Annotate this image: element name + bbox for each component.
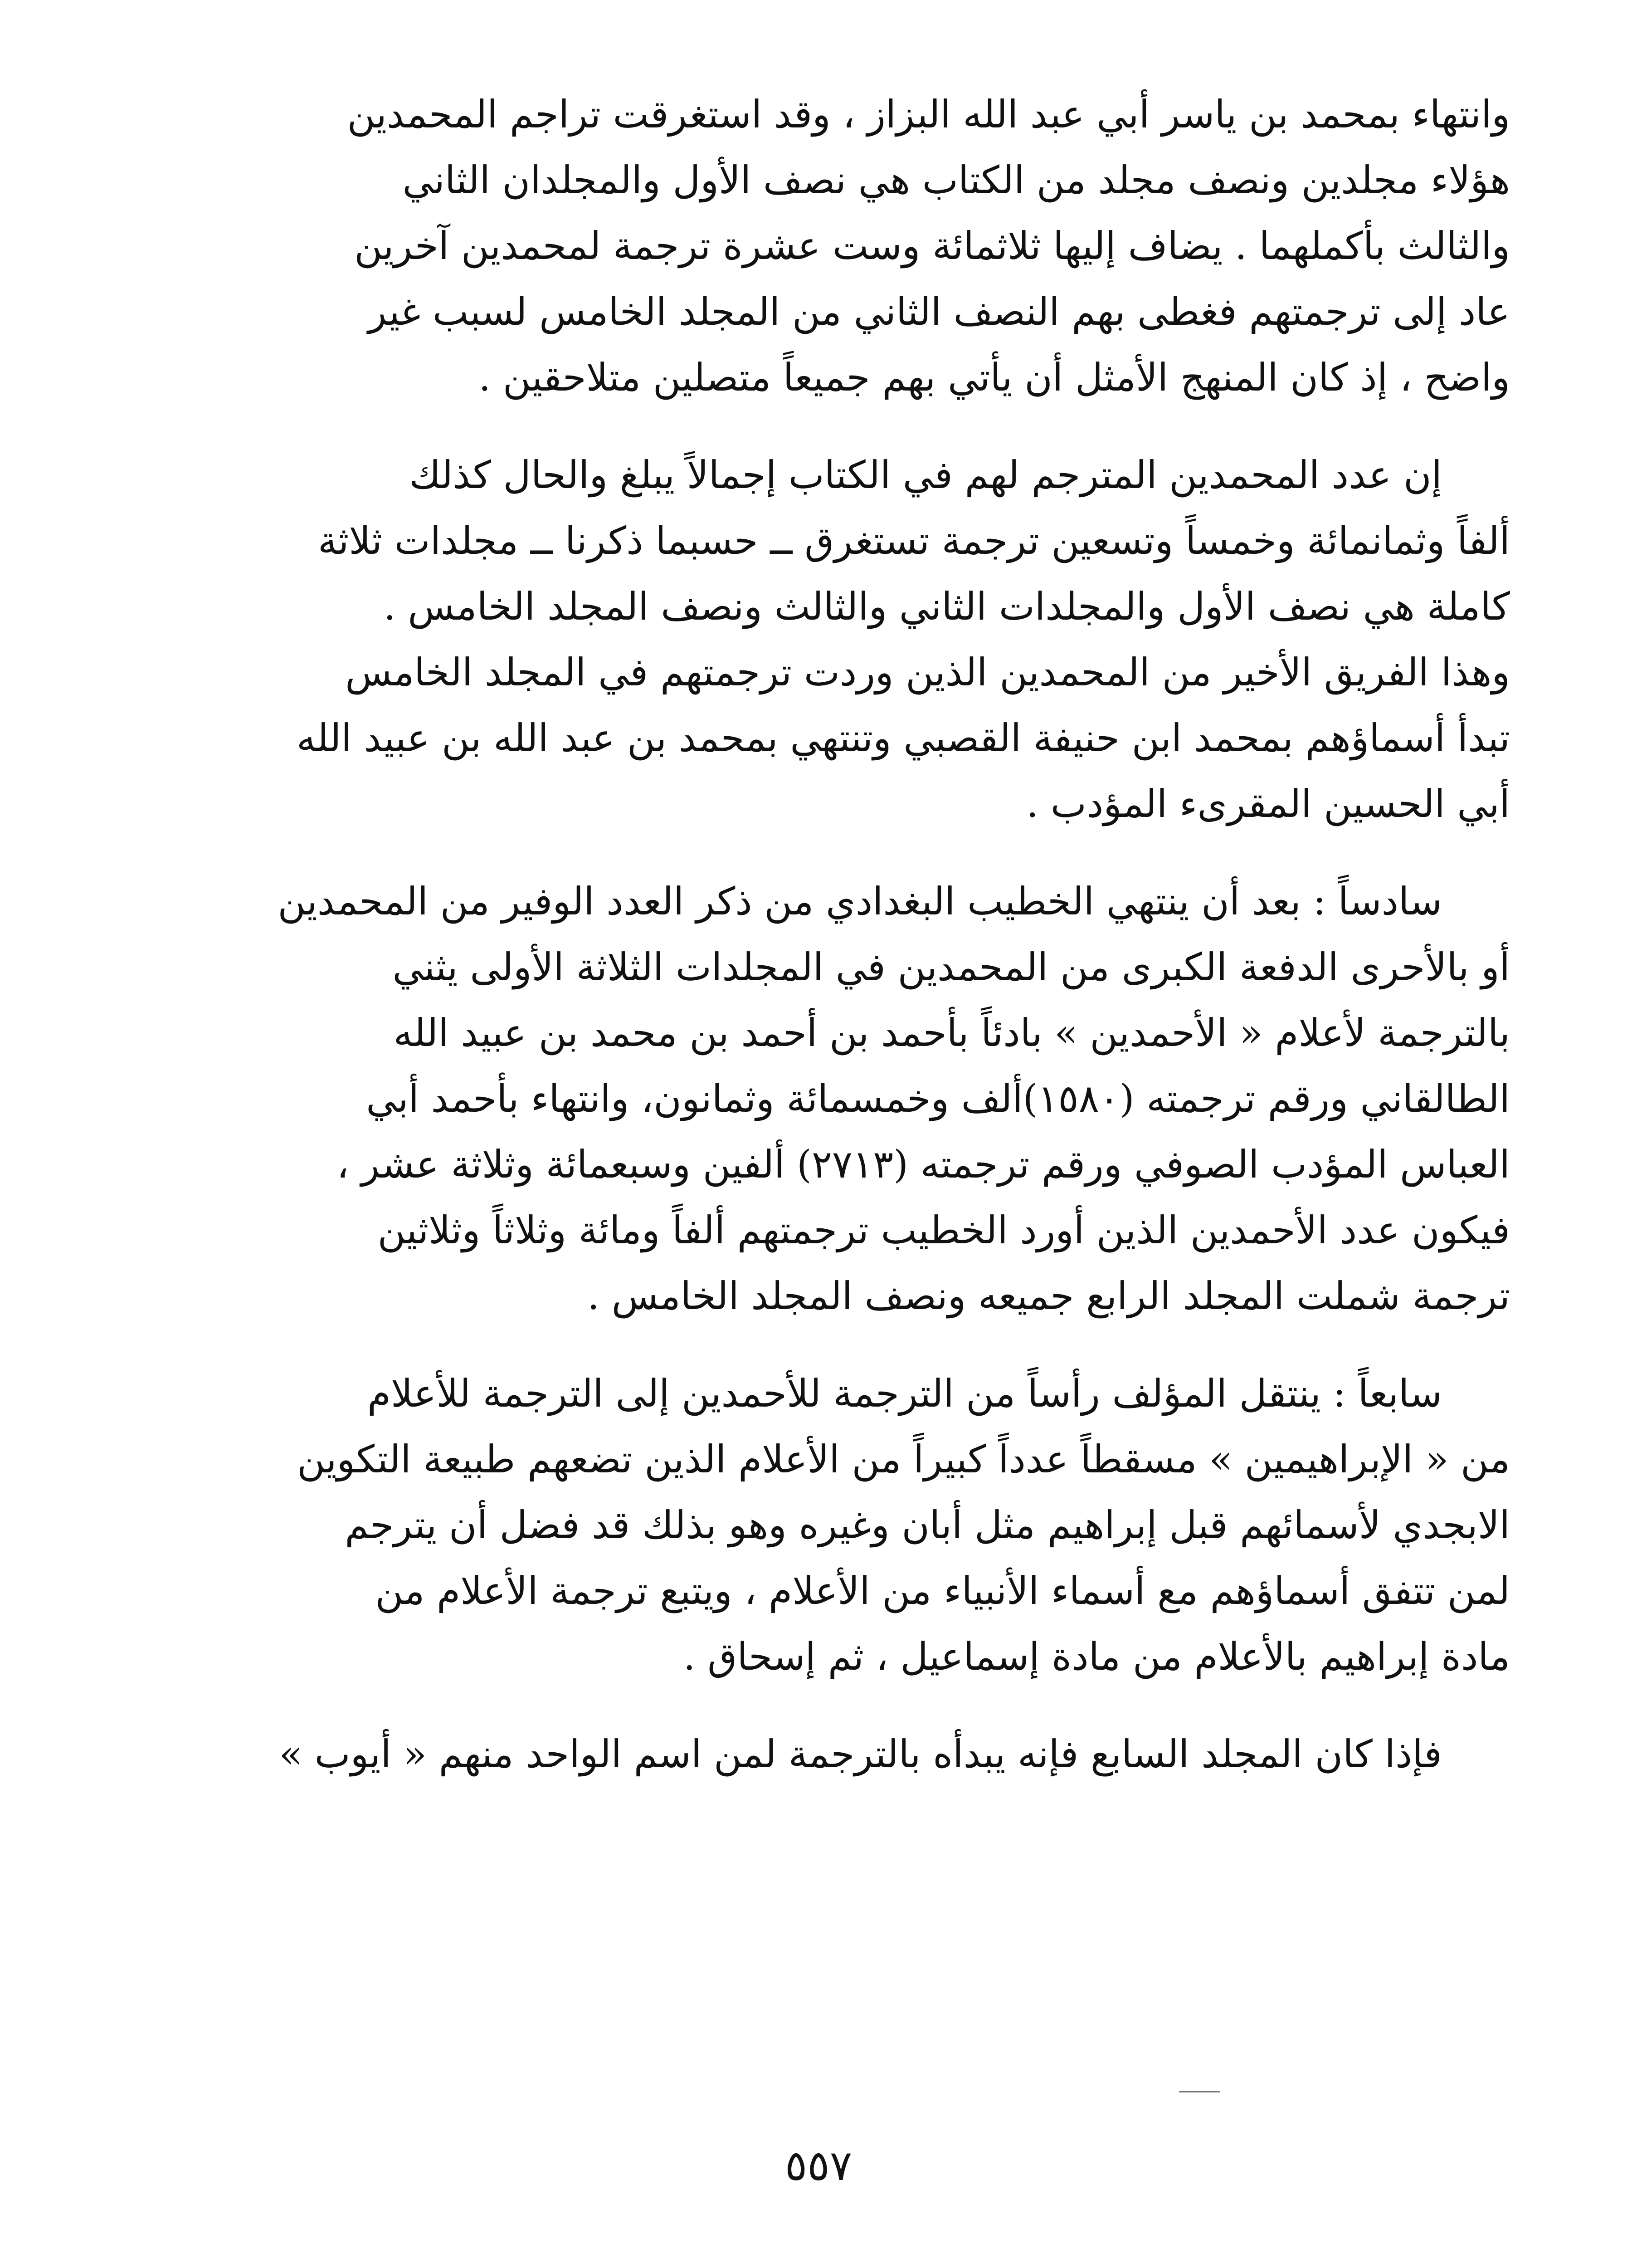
text-line: الطالقاني ورقم ترجمته (١٥٨٠)ألف وخمسمائة وثمانون، وانتهاء بأحمد أبي: [366, 1076, 1510, 1121]
text-line: ترجمة شملت المجلد الرابع جميعه ونصف المجلد الخامس .: [587, 1274, 1510, 1318]
text-line: هؤلاء مجلدين ونصف مجلد من الكتاب هي نصف الأول والمجلدان الثاني: [402, 158, 1510, 202]
text-line: وانتهاء بمحمد بن ياسر أبي عبد الله البزاز ، وقد استغرقت تراجم المحمدين: [347, 92, 1510, 137]
text-line: لمن تتفق أسماؤهم مع أسماء الأنبياء من الأعلام ، ويتبع ترجمة الأعلام من: [375, 1569, 1510, 1613]
text-line: كاملة هي نصف الأول والمجلدات الثاني والثالث ونصف المجلد الخامس .: [383, 584, 1510, 629]
text-line: أبي الحسين المقرىء المؤدب .: [1026, 782, 1510, 826]
paragraph-3: [236, 869, 1510, 1329]
text-line: بالترجمة لأعلام « الأحمدين » بادئاً بأحمد بن أحمد بن محمد بن عبيد الله: [393, 1011, 1510, 1055]
text-line: والثالث بأكملهما . يضاف إليها ثلاثمائة وست عشرة ترجمة لمحمدين آخرين: [354, 224, 1510, 268]
text-line: العباس المؤدب الصوفي ورقم ترجمته (٢٧١٣) ألفين وسبعمائة وثلاثة عشر ،: [336, 1142, 1510, 1187]
paragraph-5: [236, 1721, 1510, 1787]
paragraph-2: [236, 442, 1510, 837]
body-text: [236, 82, 1510, 1819]
text-line: ألفاً وثمانمائة وخمساً وتسعين ترجمة تستغرق ــ حسبما ذكرنا ــ مجلدات ثلاثة: [318, 518, 1510, 563]
text-line: من « الإبراهيمين » مسقطاً عدداً كبيراً من الأعلام الذين تضعهم طبيعة التكوين: [297, 1437, 1510, 1481]
text-line: وهذا الفريق الأخير من المحمدين الذين وردت ترجمتهم في المجلد الخامس: [345, 650, 1510, 694]
text-line: فيكون عدد الأحمدين الذين أورد الخطيب ترجمتهم ألفاً ومائة وثلاثاً وثلاثين: [377, 1208, 1510, 1252]
text-line: سادساً : بعد أن ينتهي الخطيب البغدادي من ذكر العدد الوفير من المحمدين: [278, 879, 1442, 924]
text-line: مادة إبراهيم بالأعلام من مادة إسماعيل ، ثم إسحاق .: [683, 1634, 1510, 1679]
text-line: فإذا كان المجلد السابع فإنه يبدأه بالترجمة لمن اسم الواحد منهم « أيوب »: [279, 1732, 1442, 1776]
text-line: تبدأ أسماؤهم بمحمد ابن حنيفة القصبي وتنتهي بمحمد بن عبد الله بن عبيد الله: [296, 716, 1510, 760]
paragraph-1: [236, 82, 1510, 411]
text-line: الابجدي لأسمائهم قبل إبراهيم مثل أبان وغيره وهو بذلك قد فضل أن يترجم: [345, 1503, 1510, 1547]
text-line: واضح ، إذ كان المنهج الأمثل أن يأتي بهم جميعاً متصلين متلاحقين .: [478, 355, 1510, 400]
text-line: أو بالأحرى الدفعة الكبرى من المحمدين في المجلدات الثلاثة الأولى يثني: [392, 945, 1510, 989]
text-line: سابعاً : ينتقل المؤلف رأساً من الترجمة للأحمدين إلى الترجمة للأعلام: [367, 1371, 1442, 1416]
divider: [1179, 2091, 1220, 2092]
paragraph-4: [236, 1361, 1510, 1690]
page-number: ٥٥٧: [784, 2141, 853, 2190]
text-line: عاد إلى ترجمتهم فغطى بهم النصف الثاني من المجلد الخامس لسبب غير: [368, 289, 1510, 334]
text-line: إن عدد المحمدين المترجم لهم في الكتاب إجمالاً يبلغ والحال كذلك: [409, 453, 1442, 497]
